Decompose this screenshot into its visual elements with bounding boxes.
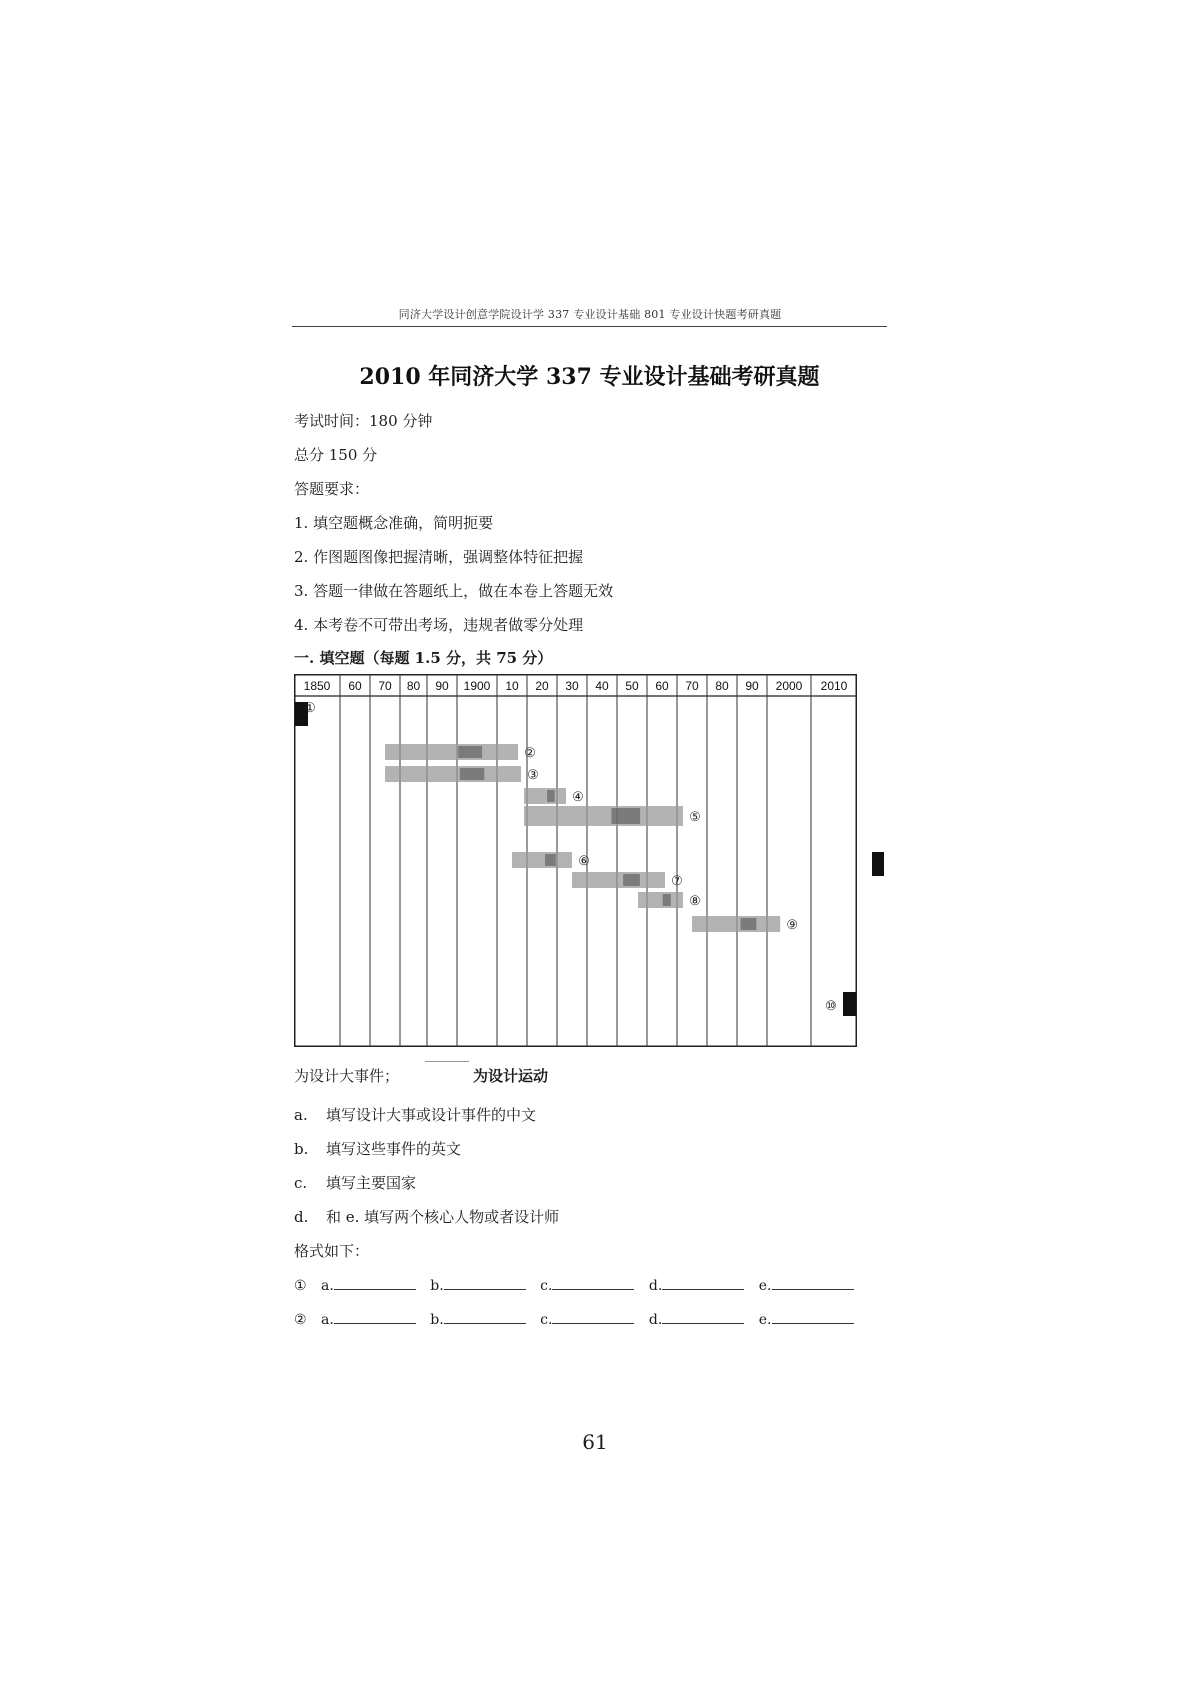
field-label: a. <box>321 1278 334 1294</box>
item-text: 和 e. 填写两个核心人物或者设计师 <box>326 1208 560 1226</box>
item-text: 填写这些事件的英文 <box>326 1140 462 1158</box>
marker-label: ⑤ <box>689 810 701 825</box>
marker-label: ⑥ <box>578 854 590 869</box>
answer-blank[interactable] <box>334 1277 416 1290</box>
answer-blank[interactable] <box>662 1277 744 1290</box>
running-header: 同济大学设计创意学院设计学 337 专业设计基础 801 专业设计快题考研真题 <box>398 308 782 321</box>
answer-blank[interactable] <box>552 1311 634 1324</box>
field-label: c. <box>540 1278 553 1294</box>
field-label: a. <box>321 1312 334 1328</box>
movement-bar-shade <box>547 790 555 802</box>
item-text: 填写设计大事或设计事件的中文 <box>326 1106 537 1124</box>
item-label: d. <box>294 1208 309 1226</box>
answer-blank[interactable] <box>662 1311 744 1324</box>
movement-bar-shade <box>458 746 482 758</box>
fill-item-d <box>294 1206 559 1227</box>
column-header: 70 <box>685 679 699 693</box>
movement-bar <box>385 744 518 760</box>
answer-blank[interactable] <box>772 1311 854 1324</box>
marker-label: ③ <box>527 768 539 783</box>
marker-label: ⑨ <box>786 918 799 933</box>
column-header: 20 <box>535 679 549 693</box>
field-label: b. <box>430 1312 444 1328</box>
column-header: 40 <box>595 679 609 693</box>
row-number: ② <box>294 1312 307 1328</box>
legend-blank-line <box>425 1061 469 1062</box>
page-number: 61 <box>582 1430 608 1454</box>
exam-total: 总分 150 分 <box>294 446 378 464</box>
design-timeline-table <box>294 674 857 1047</box>
column-header: 2010 <box>820 679 848 693</box>
column-header: 50 <box>625 679 639 693</box>
movement-bar-shade <box>741 918 757 930</box>
exam-time: 考试时间：180 分钟 <box>294 412 433 430</box>
movement-bar-shade <box>611 808 640 824</box>
marker-label: ② <box>524 746 536 761</box>
movement-bar-shade <box>663 894 671 906</box>
movement-bar <box>572 872 665 888</box>
requirements-label: 答题要求： <box>294 480 370 498</box>
format-row-2 <box>294 1311 864 1328</box>
item-label: a. <box>294 1106 308 1124</box>
page-title: 2010 年同济大学 337 专业设计基础考研真题 <box>359 364 820 390</box>
column-header: 80 <box>406 679 421 693</box>
fill-item-c <box>294 1172 416 1193</box>
column-header: 10 <box>505 679 519 693</box>
movement-bar <box>692 916 780 932</box>
requirement-item: 3. 答题一律做在答题纸上，做在本卷上答题无效 <box>294 582 614 600</box>
answer-blank[interactable] <box>334 1311 416 1324</box>
legend-movement: 为设计运动 <box>473 1067 549 1085</box>
registration-mark <box>872 852 884 876</box>
header-rule <box>292 326 887 327</box>
item-label: b. <box>294 1140 309 1158</box>
marker-label: ⑧ <box>689 894 701 909</box>
format-label: 格式如下： <box>294 1242 370 1260</box>
column-header: 90 <box>435 679 449 693</box>
column-header: 80 <box>715 679 729 693</box>
movement-bar <box>524 806 683 826</box>
movement-bar-shade <box>545 854 556 866</box>
marker-label: ⑦ <box>671 874 683 889</box>
movement-bar <box>385 766 521 782</box>
requirement-item: 1. 填空题概念准确，简明扼要 <box>294 514 494 532</box>
field-label: e. <box>758 1312 772 1328</box>
column-header: 1900 <box>463 679 491 693</box>
column-header: 70 <box>378 679 392 693</box>
requirement-item: 4. 本考卷不可带出考场，违规者做零分处理 <box>294 616 584 634</box>
answer-blank[interactable] <box>552 1277 634 1290</box>
column-header: 60 <box>655 679 669 693</box>
field-label: e. <box>758 1278 772 1294</box>
format-row-1 <box>294 1277 864 1294</box>
legend-event: 为设计大事件； <box>294 1067 400 1085</box>
column-header: 30 <box>565 679 579 693</box>
movement-bar <box>512 852 572 868</box>
answer-blank[interactable] <box>772 1277 854 1290</box>
movement-bar <box>638 892 683 908</box>
fill-item-b <box>294 1138 461 1159</box>
answer-blank[interactable] <box>444 1311 526 1324</box>
field-label: d. <box>648 1312 663 1328</box>
row-number: ① <box>294 1278 307 1294</box>
movement-bar-shade <box>460 768 484 780</box>
item-label: c. <box>294 1174 308 1192</box>
marker-label: ④ <box>572 790 584 805</box>
fill-item-a <box>294 1104 536 1125</box>
timeline-frame <box>295 675 857 1047</box>
marker-label: ⑩ <box>825 999 837 1014</box>
field-label: b. <box>430 1278 444 1294</box>
column-header: 1850 <box>303 679 331 693</box>
item-text: 填写主要国家 <box>326 1174 417 1192</box>
movement-bar <box>524 788 566 804</box>
answer-blank[interactable] <box>444 1277 526 1290</box>
section-one-heading: 一. 填空题（每题 1.5 分，共 75 分） <box>294 649 553 667</box>
column-header: 90 <box>745 679 759 693</box>
marker-label: ① <box>304 701 316 716</box>
column-header: 2000 <box>775 679 803 693</box>
movement-bar-shade <box>623 874 640 886</box>
requirement-item: 2. 作图题图像把握清晰，强调整体特征把握 <box>294 548 584 566</box>
field-label: c. <box>540 1312 553 1328</box>
field-label: d. <box>648 1278 663 1294</box>
event-mark <box>843 992 856 1016</box>
column-header: 60 <box>348 679 362 693</box>
